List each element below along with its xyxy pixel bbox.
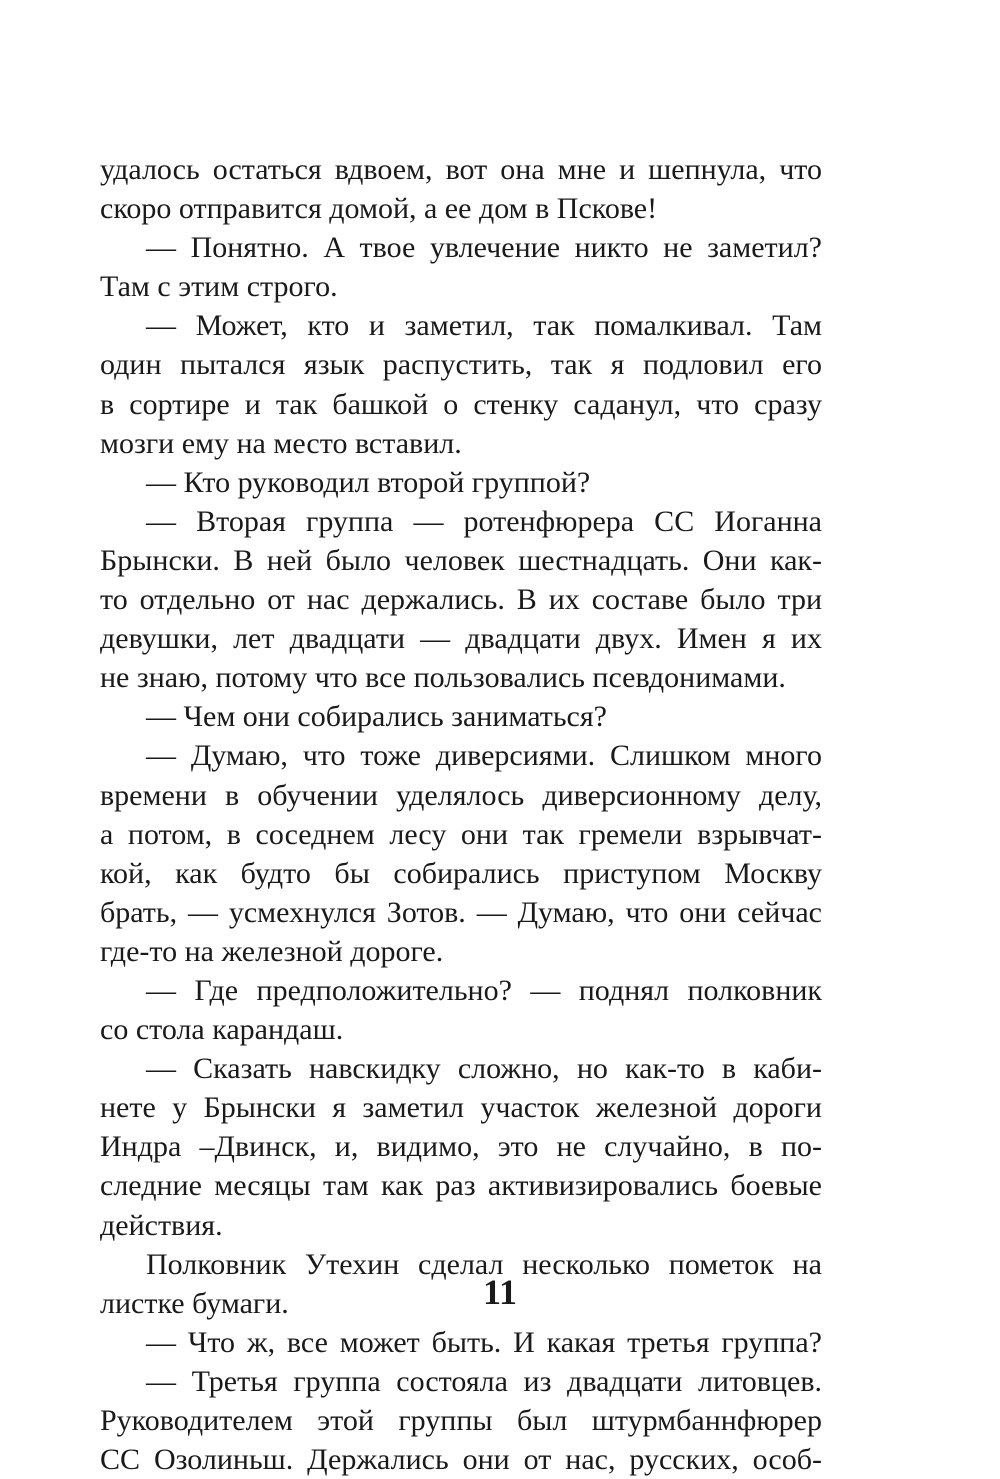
text-line: действия.	[100, 1208, 223, 1242]
text-line: Полковник Утехин сделал несколько пометок на	[146, 1247, 822, 1281]
text-line: — Третья группа состояла из двадцати литовцев.	[146, 1364, 822, 1398]
text-line: а потом, в соседнем лесу они так гремели взрывчат-	[100, 817, 822, 851]
text-line: — Где предположительно? — поднял полковник	[146, 973, 822, 1007]
text-line: не знаю, потому что все пользовались псевдонимами.	[100, 661, 786, 695]
text-line: Руководителем этой группы был штурмбаннфюрер	[100, 1404, 822, 1437]
text-line: нете у Брынски я заметил участок железной дороги	[100, 1091, 822, 1125]
text-line: один пытался язык распустить, так я подловил его	[100, 348, 822, 382]
text-line: где-то на железной дороге.	[100, 934, 444, 968]
text-line: времени в обучении уделялось диверсионному делу,	[100, 778, 822, 812]
text-line: Там с этим строго.	[100, 270, 338, 304]
text-line: — Думаю, что тоже диверсиями. Слишком много	[146, 739, 822, 773]
text-line: — Чем они собирались заниматься?	[146, 700, 607, 734]
text-line: то отдельно от нас держались. В их составе было три	[100, 583, 822, 617]
text-line: Индра –Двинск, и, видимо, это не случайно, в по-	[100, 1130, 822, 1164]
text-line: — Что ж, все может быть. И какая третья группа?	[146, 1325, 822, 1359]
text-line: — Кто руководил второй группой?	[146, 465, 591, 499]
text-line: мозги ему на место вставил.	[100, 426, 462, 460]
text-line: со стола карандаш.	[100, 1013, 344, 1047]
text-line: в сортире и так башкой о стенку саданул, что сразу	[100, 387, 822, 421]
text-line: — Сказать навскидку сложно, но как-то в каби-	[146, 1052, 822, 1086]
text-line: — Может, кто и заметил, так помалкивал. Там	[146, 309, 822, 343]
text-line: брать, — усмехнулся Зотов. — Думаю, что они сейчас	[100, 895, 822, 929]
text-line: девушки, лет двадцати — двадцати двух. Имен я их	[100, 622, 822, 656]
text-line: СС Озолиньш. Держались они от нас, русских, особ-	[100, 1443, 822, 1477]
text-line: следние месяцы там как раз активизировались боевые	[100, 1169, 822, 1203]
text-line: скоро отправится домой, а ее дом в Пскове!	[100, 192, 658, 226]
text-line: листке бумаги.	[100, 1286, 289, 1320]
text-line: — Вторая группа — ротенфюрера СС Иоганна	[146, 504, 822, 538]
text-line: кой, как будто бы собирались приступом Москву	[100, 856, 822, 890]
text-line: — Понятно. А твое увлечение никто не заметил?	[146, 231, 822, 265]
page-number: 11	[482, 1272, 517, 1312]
text-line: удалось остаться вдвоем, вот она мне и шепнула, что	[100, 153, 822, 186]
text-line: Брынски. В ней было человек шестнадцать. Они как-	[100, 543, 822, 577]
